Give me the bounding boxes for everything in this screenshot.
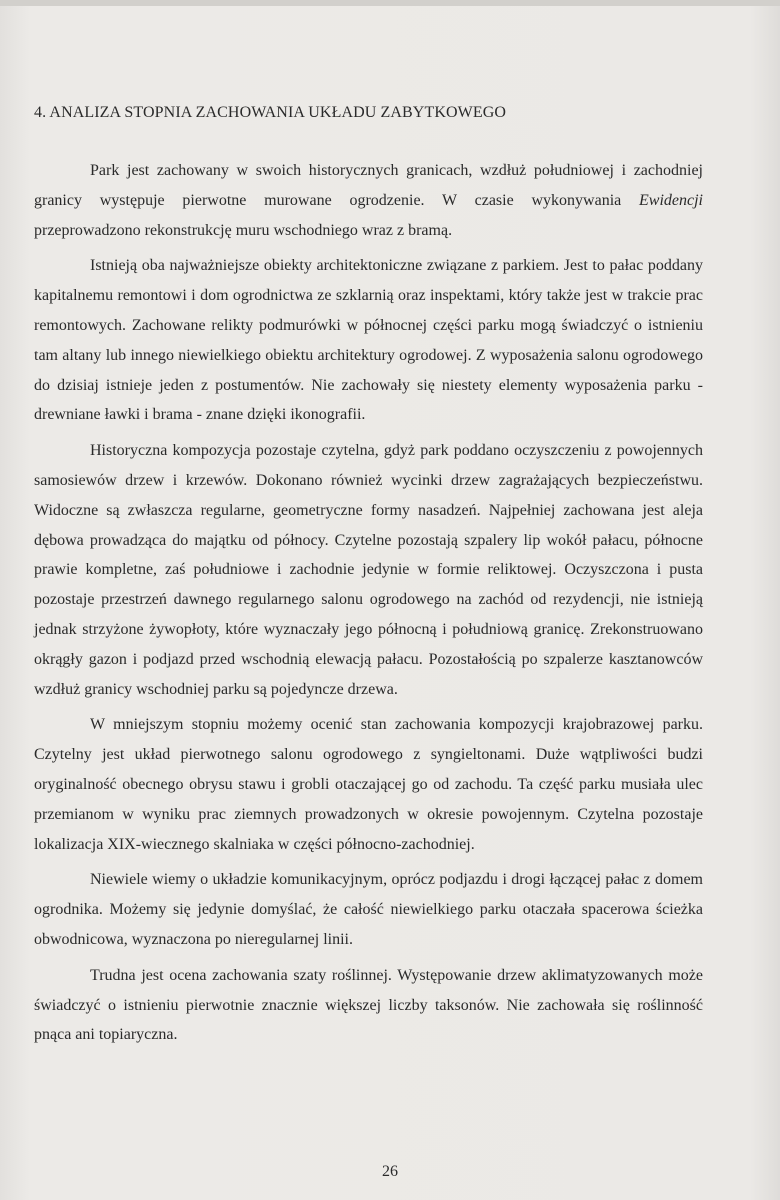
paragraph-2: Istnieją oba najważniejsze obiekty architektoniczne związane z parkiem. Jest to pałac poddany kapitalnemu remontowi i dom ogrodnictwa ze szklarnią oraz inspektami, który także jest w trakcie prac remontowych. Zachowane relikty podmurówki w północnej części parku mogą świadczyć o istnieniu tam altany lub innego niewielkiego obiektu architektury ogrodowej. Z wyposażenia salonu ogrodowego do dzisiaj istnieje jeden z postumentów. Nie zachowały się niestety elementy wyposażenia parku - drewniane ławki i brama - znane dzięki ikonografii. — [34, 257, 703, 424]
paragraph-1 — [34, 156, 703, 245]
body-text — [34, 156, 703, 1056]
paragraph-4: W mniejszym stopniu możemy ocenić stan zachowania kompozycji krajobrazowej parku. Czytelny jest układ pierwotnego salonu ogrodowego z syngieltonami. Duże wątpliwości budzi oryginalność obecnego obrysu stawu i grobli otaczającej go od zachodu. Ta część parku musiała ulec przemianom w wyniku prac ziemnych prowadzonych w okresie powojennym. Czytelna pozostaje lokalizacja XIX-wiecznego skalniaka w części północno-zachodniej. — [34, 716, 703, 853]
paragraph-5: Niewiele wiemy o układzie komunikacyjnym, oprócz podjazdu i drogi łączącej pałac z domem ogrodnika. Możemy się jedynie domyślać, że całość niewielkiego parku otaczała spacerowa ścieżka obwodnicowa, wyznaczona po nieregularnej linii. — [34, 871, 703, 948]
paragraph-3: Historyczna kompozycja pozostaje czytelna, gdyż park poddano oczyszczeniu z powojennych samosiewów drzew i krzewów. Dokonano również wycinki drzew zagrażających bezpieczeństwu. Widoczne są zwłaszcza regularne, geometryczne formy nasadzeń. Najpełniej zachowana jest aleja dębowa prowadząca do majątku od północy. Czytelne pozostają szpalery lip wokół pałacu, północne prawie kompletne, zaś południowe i zachodnie jedynie w formie reliktowej. Oczyszczona i pusta pozostaje przestrzeń dawnego regularnego salonu ogrodowego na zachód od rezydencji, nie istnieją jednak strzyżone żywopłoty, które wyznaczały jego północną i południową granicę. Zrekonstruowano okrągły gazon i podjazd przed wschodnią elewacją pałacu. Pozostałością po szpalerze kasztanowców wzdłuż granicy wschodniej parku są pojedyncze drzewa. — [34, 442, 703, 698]
paragraph-6: Trudna jest ocena zachowania szaty roślinnej. Występowanie drzew aklimatyzowanych może świadczyć o istnieniu pierwotnie znacznie większej liczby taksonów. Nie zachowała się roślinność pnąca ani topiaryczna. — [34, 966, 703, 1044]
scan-top-edge — [0, 0, 780, 6]
paragraph-1-italic: Ewidencji — [639, 191, 703, 209]
paragraph-1-text-b: przeprowadzono rekonstrukcję muru wschodniego wraz z bramą. — [34, 221, 453, 239]
page-number: 26 — [382, 1163, 398, 1180]
paragraph-1-text-a: Park jest zachowany w swoich historycznych granicach, wzdłuż południowej i zachodniej granicy występuje pierwotne murowane ogrodzenie. W czasie wykonywania — [34, 162, 703, 209]
section-heading: 4. ANALIZA STOPNIA ZACHOWANIA UKŁADU ZABYTKOWEGO — [34, 104, 507, 121]
